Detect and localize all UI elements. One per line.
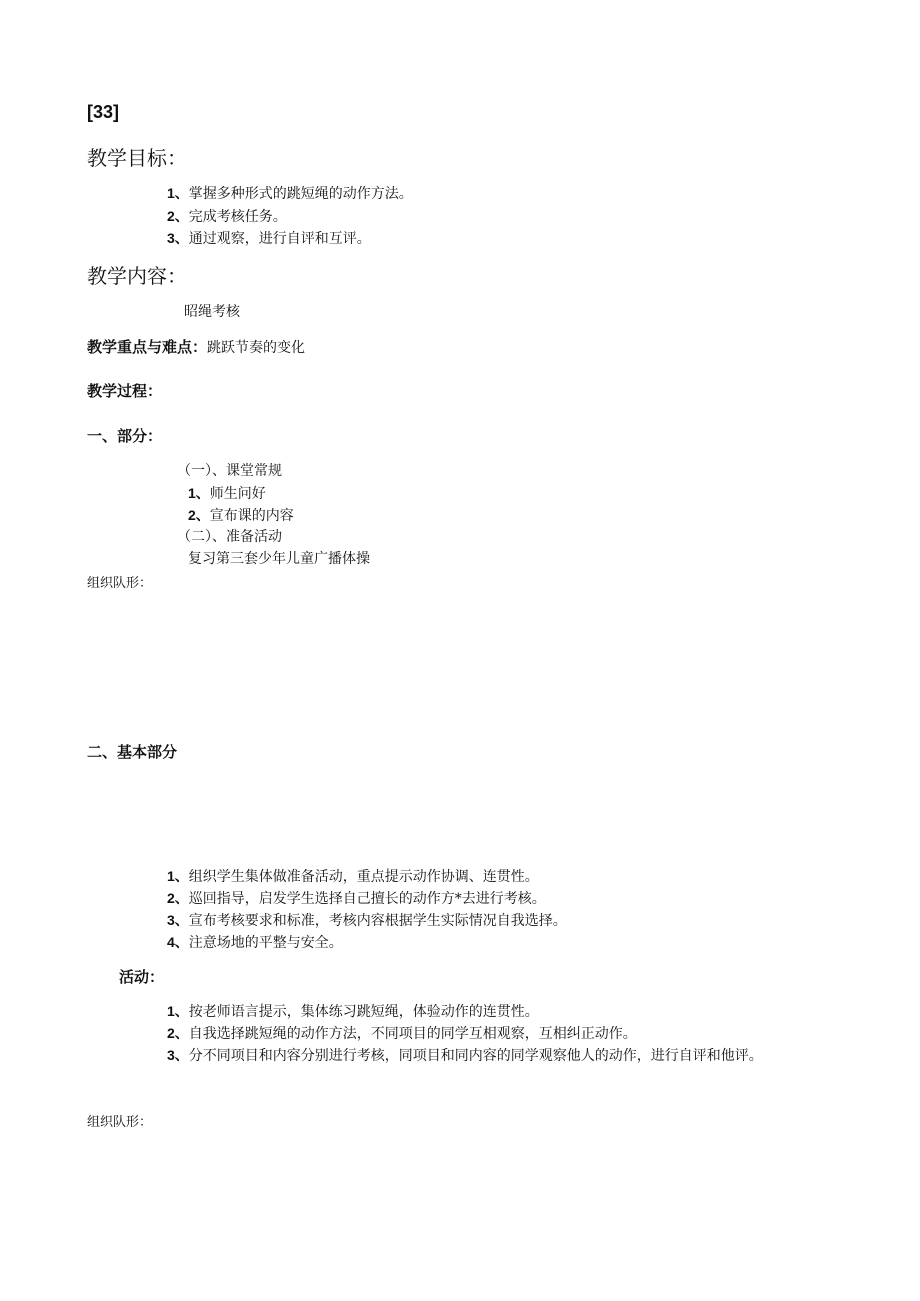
part2-item — [167, 891, 546, 906]
key-points-text: 跳跃节奏的变化 — [207, 340, 306, 356]
part2-text: 组织学生集体做准备活动，重点提示动作协调、连贯性。 — [188, 869, 539, 885]
part2-text: 巡回指导，启发学生选择自己擅长的动作方*去进行考核。 — [188, 891, 546, 907]
part1-formation: 组织队形： — [87, 576, 153, 591]
part2-num: 1、 — [167, 868, 189, 884]
objective-num: 3、 — [167, 230, 189, 246]
part2-num: 4、 — [167, 934, 189, 950]
activity-item — [167, 1026, 637, 1041]
part1-sub1-text: 师生问好 — [209, 486, 266, 502]
part2-item — [167, 913, 567, 928]
objective-item — [167, 209, 287, 224]
key-points-label: 教学重点与难点： — [87, 339, 208, 356]
objective-num: 1、 — [167, 185, 189, 201]
part2-text: 宣布考核要求和标准，考核内容根据学生实际情况自我选择。 — [188, 913, 567, 929]
activity-heading: 活动： — [119, 969, 165, 986]
activity-item — [167, 1048, 763, 1063]
part2-text: 注意场地的平整与安全。 — [188, 935, 343, 951]
part1-sub1-title: （一）、课堂常规 — [177, 463, 282, 479]
objective-text: 通过观察，进行自评和互评。 — [188, 231, 371, 247]
objective-num: 2、 — [167, 208, 189, 224]
part2-formation: 组织队形： — [87, 1115, 153, 1130]
part2-item — [167, 869, 539, 884]
part2-num: 2、 — [167, 890, 189, 906]
part1-sub2-text: 复习第三套少年儿童广播体操 — [188, 551, 370, 567]
doc-number: [33] — [87, 102, 120, 122]
part1-sub1-item — [188, 486, 266, 501]
activity-item — [167, 1004, 539, 1019]
activity-num: 2、 — [167, 1025, 189, 1041]
objective-item — [167, 186, 413, 201]
part1-sub1-num: 1、 — [188, 485, 210, 501]
part1-sub1-num: 2、 — [188, 507, 210, 523]
part2-num: 3、 — [167, 912, 189, 928]
activity-text: 自我选择跳短绳的动作方法，不同项目的同学互相观察，互相纠正动作。 — [188, 1026, 637, 1042]
activity-text: 分不同项目和内容分别进行考核，同项目和同内容的同学观察他人的动作，进行自评和他评。 — [188, 1048, 763, 1064]
part1-sub1-item — [188, 508, 294, 523]
part2-heading: 二、基本部分 — [87, 744, 178, 761]
content-text: 昭绳考核 — [184, 304, 240, 320]
key-points — [87, 339, 305, 355]
objectives-heading: 教学目标： — [87, 146, 187, 170]
activity-num: 1、 — [167, 1003, 189, 1019]
part1-sub1-text: 宣布课的内容 — [209, 508, 294, 524]
objective-text: 完成考核任务。 — [188, 209, 287, 225]
objective-item — [167, 231, 371, 246]
activity-text: 按老师语言提示，集体练习跳短绳，体验动作的连贯性。 — [188, 1004, 539, 1020]
objective-text: 掌握多种形式的跳短绳的动作方法。 — [188, 186, 413, 202]
content-heading: 教学内容： — [87, 264, 187, 288]
process-heading: 教学过程： — [87, 383, 163, 400]
part1-sub2-title: （二）、准备活动 — [177, 529, 282, 545]
activity-num: 3、 — [167, 1047, 189, 1063]
part1-heading: 一、部分： — [87, 428, 163, 445]
part2-item — [167, 935, 343, 950]
